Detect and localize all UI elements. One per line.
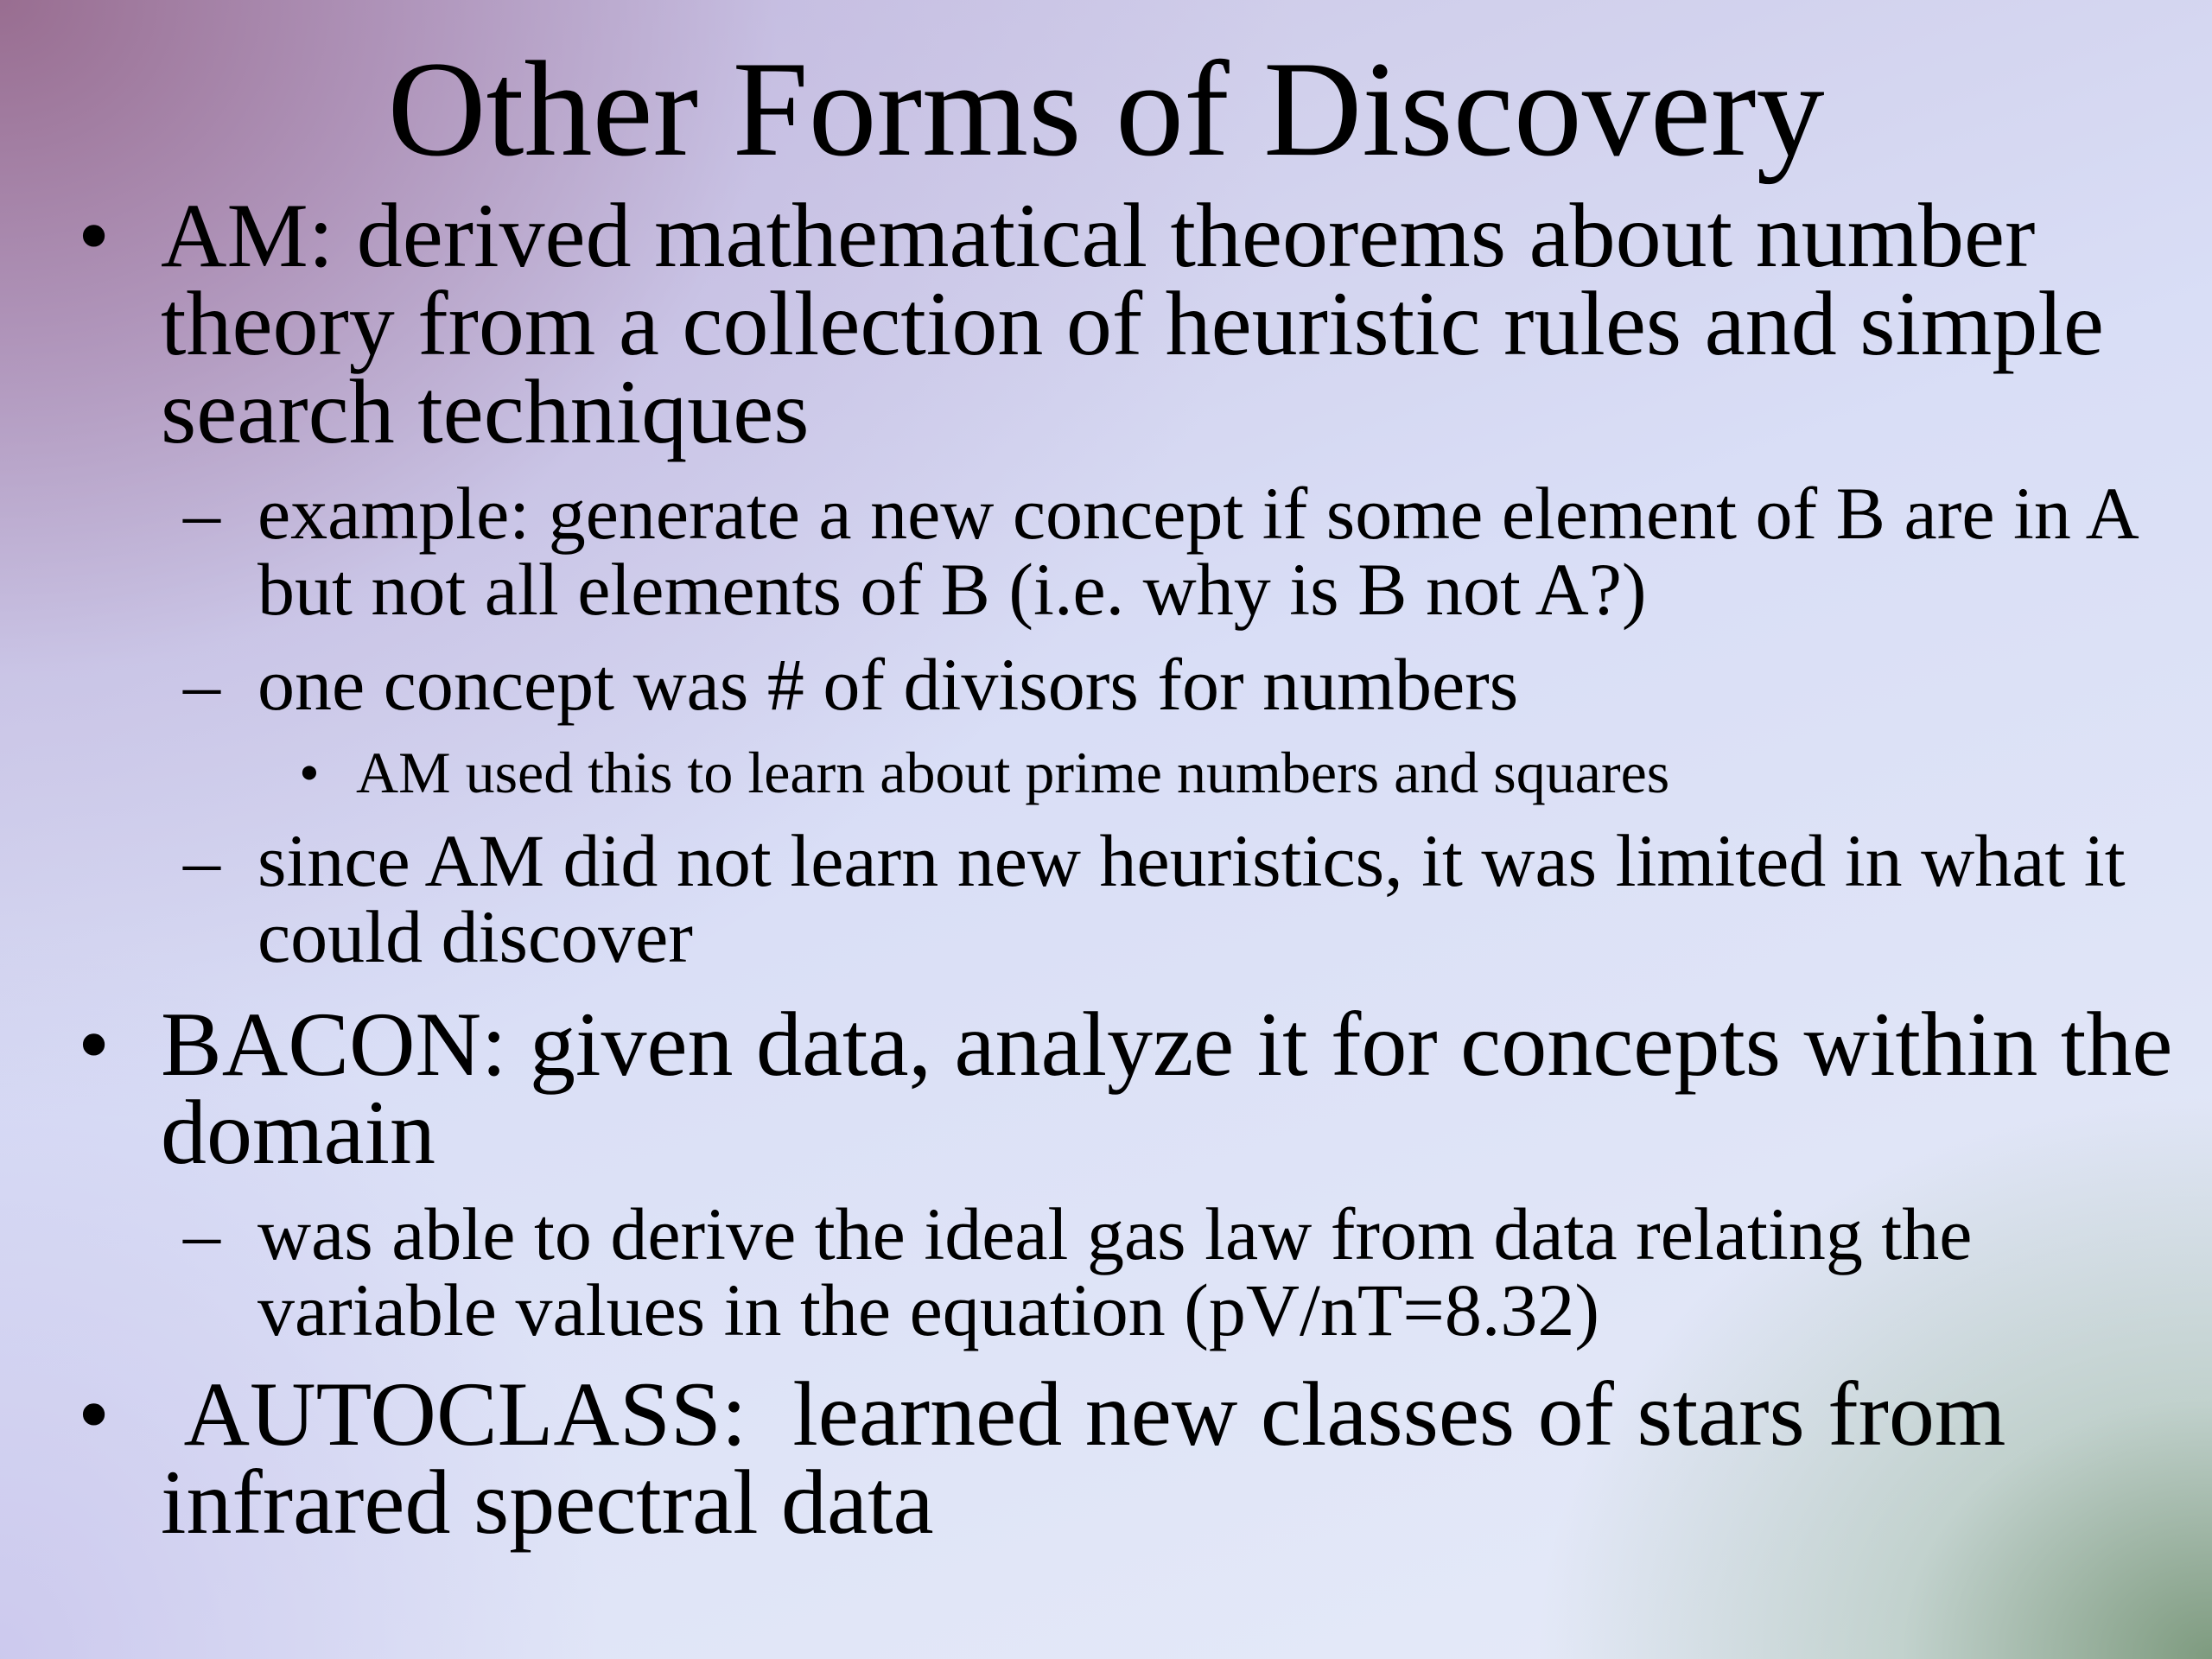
sub-sub-bullet-text: AM used this to learn about prime numbers and squares (356, 740, 1670, 805)
sub-bullet-text: since AM did not learn new heuristics, it was limited in what it could discover (257, 819, 2126, 978)
bullet-text: AM: derived mathematical theorems about number theory from a collection of heuristic rules and simple search techniques (161, 185, 2104, 462)
slide-title: Other Forms of Discovery (387, 34, 1825, 185)
bullet-marker: • (78, 1363, 111, 1465)
sub-bullet-text: was able to derive the ideal gas law from data relating the variable values in the equation (pV/nT=8.32) (257, 1192, 1973, 1351)
bullet-text: BACON: given data, analyze it for concepts within the domain (161, 994, 2173, 1183)
bullet-am (78, 185, 2174, 462)
bullet-marker: • (78, 994, 111, 1095)
bullet-marker: • (299, 740, 320, 805)
sub-bullet-gas-law (183, 1192, 2174, 1351)
dash-marker: – (183, 472, 220, 555)
dash-marker: – (183, 643, 220, 726)
sub-sub-bullet-primes (299, 740, 2171, 805)
sub-bullet-divisors (183, 643, 2174, 726)
bullet-text: AUTOCLASS: learned new classes of stars from infrared spectral data (161, 1363, 2029, 1553)
sub-bullet-text: example: generate a new concept if some element of B are in A but not all elements of B (i.e. why is B not A?) (257, 472, 2136, 631)
dash-marker: – (183, 1192, 220, 1275)
bullet-bacon (78, 994, 2174, 1183)
sub-bullet-text: one concept was # of divisors for numbers (257, 643, 1519, 726)
sub-bullet-limited (183, 819, 2174, 978)
bullet-autoclass (78, 1363, 2174, 1553)
bullet-marker: • (78, 185, 111, 286)
sub-bullet-example (183, 472, 2174, 631)
dash-marker: – (183, 819, 220, 902)
